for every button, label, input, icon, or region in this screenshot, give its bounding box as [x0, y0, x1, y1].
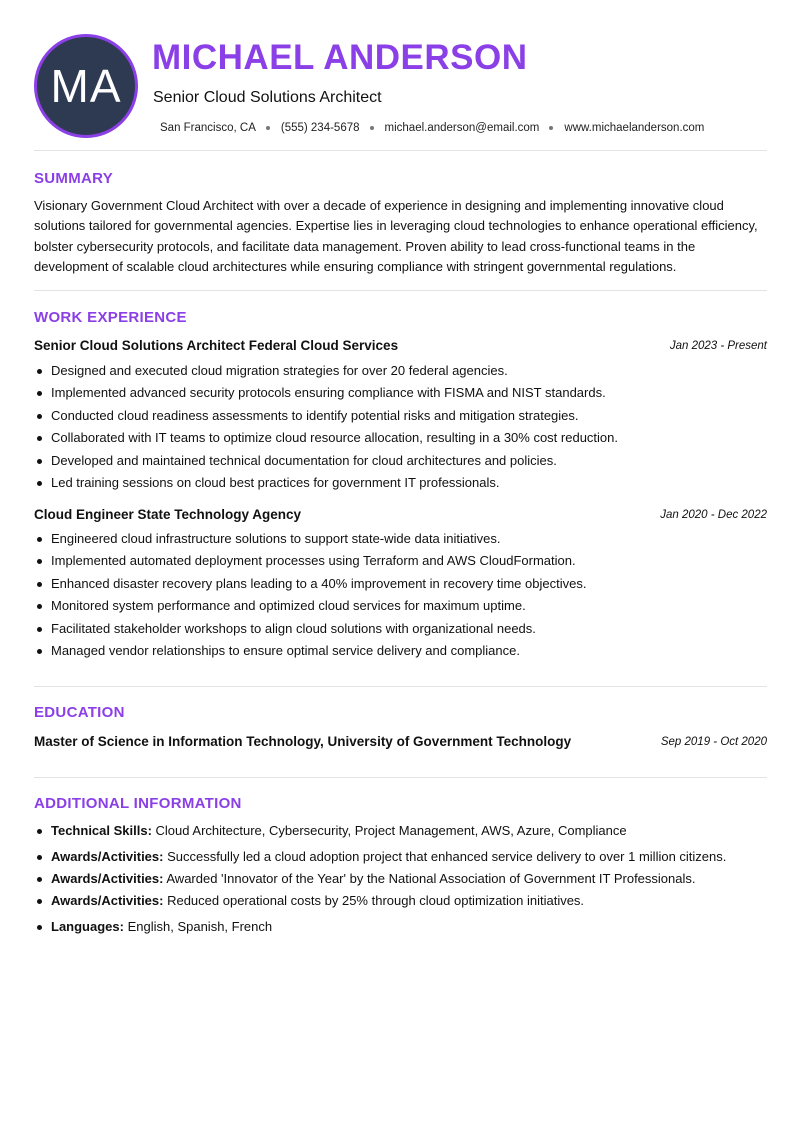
education-dates: Sep 2019 - Oct 2020 — [660, 736, 767, 748]
contact-line — [160, 119, 704, 137]
work-experience-heading: WORK EXPERIENCE — [34, 309, 187, 326]
list-item: Facilitated stakeholder workshops to align cloud solutions with organizational needs. — [34, 618, 774, 640]
item-text: Cloud Architecture, Cybersecurity, Project Management, AWS, Azure, Compliance — [151, 823, 627, 838]
item-text: English, Spanish, French — [123, 919, 273, 934]
item-label: Awards/Activities: — [51, 893, 164, 908]
contact-location: San Francisco, CA — [160, 122, 256, 134]
list-item — [34, 820, 774, 846]
additional-info-list — [34, 820, 774, 938]
separator-dot — [549, 126, 553, 130]
degree: Master of Science in Information Technology, University of Government Technology — [34, 734, 572, 749]
additional-info-heading: ADDITIONAL INFORMATION — [34, 795, 242, 812]
list-item: Enhanced disaster recovery plans leading to a 40% improvement in recovery time objectives. — [34, 573, 774, 595]
list-item: Managed vendor relationships to ensure optimal service delivery and compliance. — [34, 640, 774, 662]
education-heading: EDUCATION — [34, 704, 125, 721]
separator-dot — [370, 126, 374, 130]
contact-website: www.michaelanderson.com — [564, 122, 705, 134]
contact-phone: (555) 234-5678 — [280, 122, 360, 134]
avatar-initials: MA — [50, 60, 122, 112]
divider — [34, 686, 767, 687]
summary-text: Visionary Government Cloud Architect with over a decade of experience in designing and implementing innovative cloud solutions tailored for governmental agencies. Expertise lies in leveraging cloud technologies to enhance operational efficiency, bolster cybersecurity protocols, and facilitate data management. Proven ability to lead cross-functional teams in the development of scalable cloud architectures while ensuring compliance with stringent governmental regulations. — [34, 198, 758, 274]
item-text: Awarded 'Innovator of the Year' by the National Association of Government IT Professionals. — [163, 871, 696, 886]
separator-dot — [266, 126, 270, 130]
item-label: Languages: — [51, 919, 124, 934]
list-item — [34, 868, 774, 890]
job-dates: Jan 2020 - Dec 2022 — [660, 509, 767, 521]
job-dates: Jan 2023 - Present — [669, 340, 767, 352]
list-item: Developed and maintained technical documentation for cloud architectures and policies. — [34, 450, 774, 472]
item-label: Awards/Activities: — [51, 871, 164, 886]
job-bullets — [34, 360, 774, 494]
summary-heading: SUMMARY — [34, 170, 114, 187]
list-item — [34, 846, 774, 868]
list-item: Engineered cloud infrastructure solutions to support state-wide data initiatives. — [34, 528, 774, 550]
item-label: Technical Skills: — [51, 823, 152, 838]
list-item: Monitored system performance and optimized cloud services for maximum uptime. — [34, 595, 774, 617]
job-header — [34, 506, 767, 524]
list-item: Conducted cloud readiness assessments to identify potential risks and mitigation strategies. — [34, 405, 774, 427]
list-item: Led training sessions on cloud best practices for government IT professionals. — [34, 472, 774, 494]
avatar — [34, 34, 138, 138]
divider — [34, 150, 767, 151]
contact-email: michael.anderson@email.com — [384, 122, 540, 134]
divider — [34, 777, 767, 778]
divider — [34, 290, 767, 291]
item-text: Successfully led a cloud adoption project that enhanced service delivery to over 1 million citizens. — [163, 849, 727, 864]
candidate-name: MICHAEL ANDERSON — [152, 38, 528, 77]
list-item: Collaborated with IT teams to optimize cloud resource allocation, resulting in a 30% cost reduction. — [34, 427, 774, 449]
candidate-title: Senior Cloud Solutions Architect — [153, 89, 382, 106]
job-header — [34, 337, 767, 355]
list-item — [34, 890, 774, 916]
job-title: Senior Cloud Solutions Architect Federal Cloud Services — [34, 338, 399, 353]
list-item: Implemented advanced security protocols ensuring compliance with FISMA and NIST standards. — [34, 382, 774, 404]
job-bullets — [34, 528, 774, 662]
list-item — [34, 916, 774, 938]
item-label: Awards/Activities: — [51, 849, 164, 864]
education-entry — [34, 733, 767, 751]
list-item: Implemented automated deployment processes using Terraform and AWS CloudFormation. — [34, 550, 774, 572]
item-text: Reduced operational costs by 25% through cloud optimization initiatives. — [163, 893, 585, 908]
job-title: Cloud Engineer State Technology Agency — [34, 507, 302, 522]
list-item: Designed and executed cloud migration strategies for over 20 federal agencies. — [34, 360, 774, 382]
